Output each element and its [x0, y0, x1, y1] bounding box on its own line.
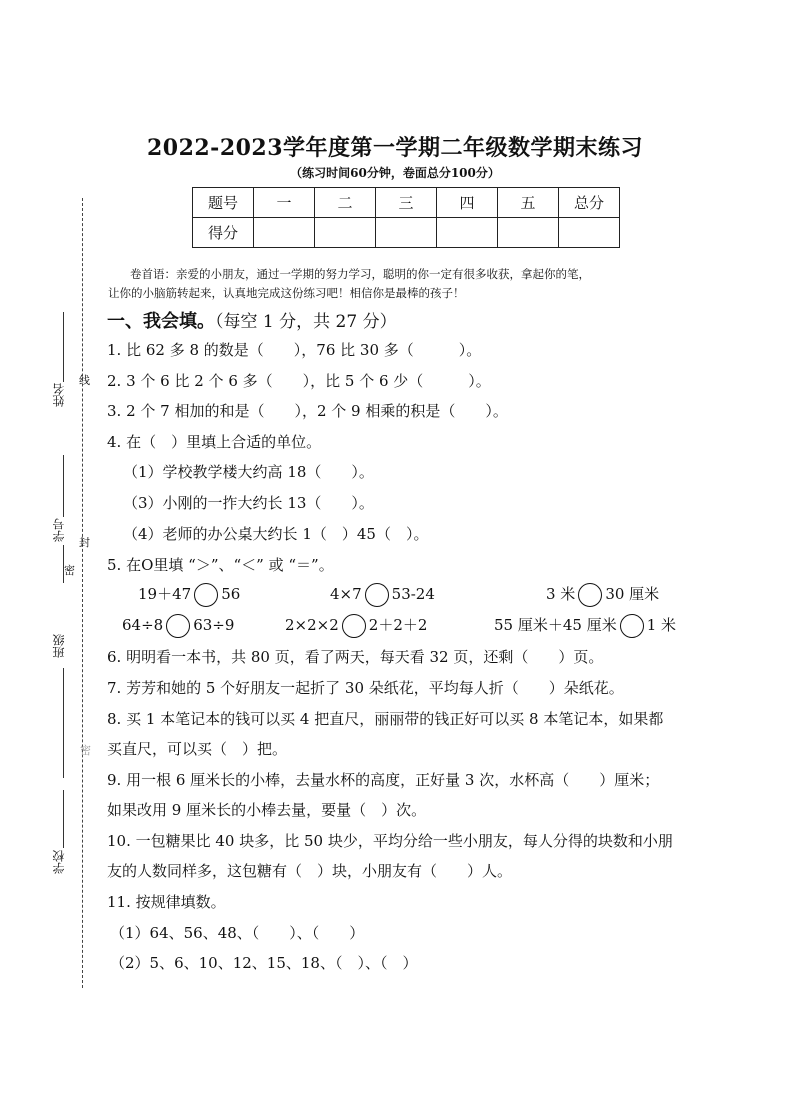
compare-circle[interactable] — [342, 614, 366, 638]
question-4-1: （1）学校教学楼大约高 18（ ）。 — [123, 463, 374, 481]
compare-item — [122, 614, 234, 638]
question-3: 3. 2 个 7 相加的和是（ ），2 个 9 相乘的积是（ ）。 — [107, 402, 508, 420]
preface-line-1: 卷首语：亲爱的小朋友，通过一学期的努力学习，聪明的你一定有很多收获，拿起你的笔， — [130, 267, 590, 281]
compare-left: 2×2×2 — [285, 616, 339, 634]
score-label-cell: 得分 — [193, 218, 254, 248]
score-input-cell[interactable] — [437, 218, 498, 248]
question-10-line-2: 友的人数同样多，这包糖有（ ）块，小朋友有（ ）人。 — [107, 862, 513, 880]
score-input-cell[interactable] — [376, 218, 437, 248]
question-9-line-2: 如果改用 9 厘米长的小棒去量，要量（ ）次。 — [107, 801, 427, 819]
score-table-header-row — [193, 188, 620, 218]
sidebar-school-label: 学校 — [52, 850, 66, 874]
compare-left: 64÷8 — [122, 616, 164, 634]
seal-xian: 线 — [79, 374, 90, 387]
seal-mi: 密 — [64, 564, 75, 577]
question-2: 2. 3 个 6 比 2 个 6 多（ ），比 5 个 6 少（ ）。 — [107, 372, 491, 390]
compare-circle[interactable] — [194, 583, 218, 607]
id-line — [63, 455, 64, 517]
compare-circle[interactable] — [578, 583, 602, 607]
score-input-cell[interactable] — [254, 218, 315, 248]
score-table — [192, 187, 620, 248]
score-input-cell[interactable] — [559, 218, 620, 248]
compare-item — [138, 583, 240, 607]
question-11-1: （1）64、56、48、（ ）、（ ） — [110, 924, 365, 942]
compare-item — [494, 614, 676, 638]
page-title: 2022-2023学年度第一学期二年级数学期末练习 — [146, 135, 644, 161]
question-8-line-1: 8. 买 1 本笔记本的钱可以买 4 把直尺，丽丽带的钱正好可以买 8 本笔记本，如果都 — [107, 710, 664, 728]
question-4-4: （4）老师的办公桌大约长 1（ ）45（ ）。 — [123, 525, 429, 543]
compare-right: 1 米 — [646, 616, 677, 634]
question-4: 4. 在（ ）里填上合适的单位。 — [107, 433, 322, 451]
compare-right: 56 — [221, 585, 241, 603]
compare-item — [330, 583, 435, 607]
question-5: 5. 在O里填 “＞”、“＜” 或 “＝”。 — [107, 556, 334, 574]
question-4-3: （3）小刚的一拃大约长 13（ ）。 — [123, 494, 374, 512]
compare-circle[interactable] — [365, 583, 389, 607]
score-input-cell[interactable] — [315, 218, 376, 248]
sidebar-id-label: 学号 — [52, 518, 66, 542]
score-cell: 四 — [437, 188, 498, 218]
sidebar-class-label: 班级 — [52, 634, 66, 658]
question-9-line-1: 9. 用一根 6 厘米长的小棒，去量水杯的高度，正好量 3 次，水杯高（ ）厘米； — [107, 771, 660, 789]
question-8-line-2: 买直尺，可以买（ ）把。 — [107, 740, 288, 758]
question-6: 6. 明明看一本书，共 80 页，看了两天，每天看 32 页，还剩（ ）页。 — [107, 648, 604, 666]
score-cell: 总分 — [559, 188, 620, 218]
compare-left: 55 厘米＋45 厘米 — [494, 616, 617, 634]
question-10-line-1: 10. 一包糖果比 40 块多，比 50 块少，平均分给一些小朋友，每人分得的块数和小朋 — [107, 832, 673, 850]
question-1: 1. 比 62 多 8 的数是（ ），76 比 30 多（ ）。 — [107, 341, 482, 359]
compare-left: 19＋47 — [138, 585, 192, 603]
compare-left: 4×7 — [330, 585, 362, 603]
compare-item — [285, 614, 427, 638]
binding-dashed-line — [82, 198, 83, 988]
score-cell: 二 — [315, 188, 376, 218]
compare-right: 2＋2＋2 — [368, 616, 428, 634]
preface — [108, 265, 708, 303]
score-cell: 三 — [376, 188, 437, 218]
seal-feng: 封 — [79, 536, 90, 549]
sidebar-name-label: 姓名 — [52, 383, 66, 407]
compare-circle[interactable] — [166, 614, 190, 638]
compare-circle[interactable] — [620, 614, 644, 638]
school-line — [63, 790, 64, 848]
question-11-2: （2）5、6、10、12、15、18、（ ）、（ ） — [110, 954, 418, 972]
compare-right: 63÷9 — [193, 616, 235, 634]
page-subtitle: （练习时间60分钟，卷面总分100分） — [290, 166, 500, 180]
score-input-cell[interactable] — [498, 218, 559, 248]
compare-item — [546, 583, 659, 607]
name-line — [63, 312, 64, 382]
question-11: 11. 按规律填数。 — [107, 893, 226, 911]
compare-right: 53-24 — [391, 585, 435, 603]
section-title: 一、我会填。 — [107, 311, 215, 332]
question-7: 7. 芳芳和她的 5 个好朋友一起折了 30 朵纸花，平均每人折（ ）朵纸花。 — [107, 679, 624, 697]
seal-mi-2: 密 — [80, 744, 91, 757]
compare-left: 3 米 — [546, 585, 576, 603]
score-cell: 一 — [254, 188, 315, 218]
score-table-score-row — [193, 218, 620, 248]
score-cell: 五 — [498, 188, 559, 218]
compare-right: 30 厘米 — [605, 585, 660, 603]
preface-line-2: 让你的小脑筋转起来，认真地完成这份练习吧！相信你是最棒的孩子！ — [108, 286, 465, 300]
score-cell: 题号 — [193, 188, 254, 218]
section-heading — [107, 307, 397, 333]
class-line — [63, 668, 64, 778]
section-note: （每空 1 分，共 27 分） — [215, 312, 397, 332]
